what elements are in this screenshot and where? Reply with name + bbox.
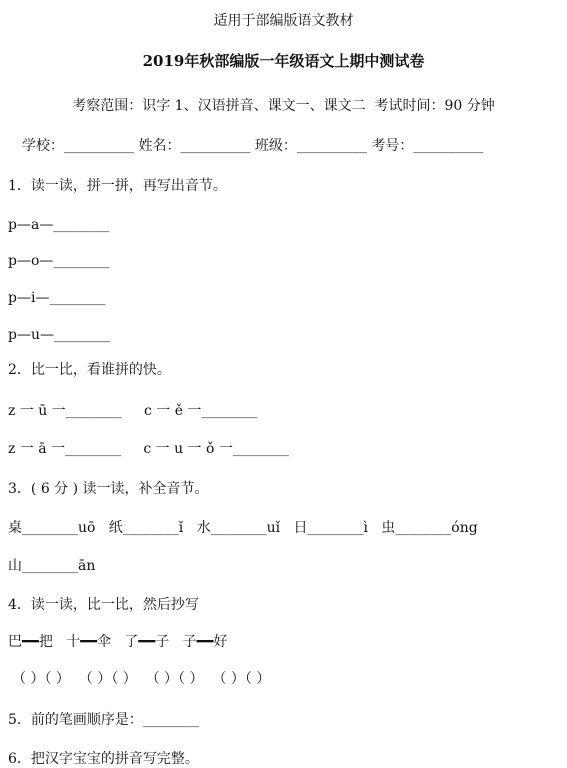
top-note: 适用于部编版语文教材: [213, 13, 354, 29]
character-pairs: 巴━━把 十━━伞 了━━子 子━━好: [8, 634, 228, 650]
question-3-prompt: 3．( 6 分 ) 读一读，补全音节。: [8, 481, 209, 497]
answer-blanks: （ ）（ ） （ ）（ ） （ ）（ ） （ ）（ ）: [12, 671, 271, 687]
question-4-prompt: 4．读一读，比一比，然后抄写: [8, 597, 199, 613]
student-info-line: 学校：__________ 姓名：__________ 班级：__________ 考号：__________: [22, 138, 484, 154]
complete-syllable-row: 桌________uō 纸________ǐ 水________uǐ 日________ì 虫________óng: [8, 520, 478, 536]
question-5-prompt: 5．前的笔画顺序是：________: [8, 712, 199, 728]
pinyin-item: p—a—________: [8, 217, 110, 233]
spelling-row: z 一 ā 一________ c 一 u 一 ǒ 一________: [8, 441, 289, 457]
question-1-prompt: 1．读一读，拼一拼，再写出音节。: [8, 178, 227, 194]
question-6-prompt: 6．把汉字宝宝的拼音写完整。: [8, 751, 199, 767]
question-2-prompt: 2．比一比，看谁拼的快。: [8, 362, 171, 378]
exam-title: 2019年秋部编版一年级语文上期中测试卷: [142, 52, 425, 70]
complete-syllable-row: 山________ān: [8, 558, 96, 574]
pinyin-item: p—o—________: [8, 253, 110, 269]
exam-scope: 考察范围：识字 1、汉语拼音、课文一、课文二 考试时间：90 分钟: [72, 98, 495, 114]
spelling-row: z 一 ū 一________ c 一 ě 一________: [8, 403, 258, 419]
pinyin-item: p—i—________: [8, 290, 106, 306]
pinyin-item: p—u—________: [8, 327, 110, 343]
